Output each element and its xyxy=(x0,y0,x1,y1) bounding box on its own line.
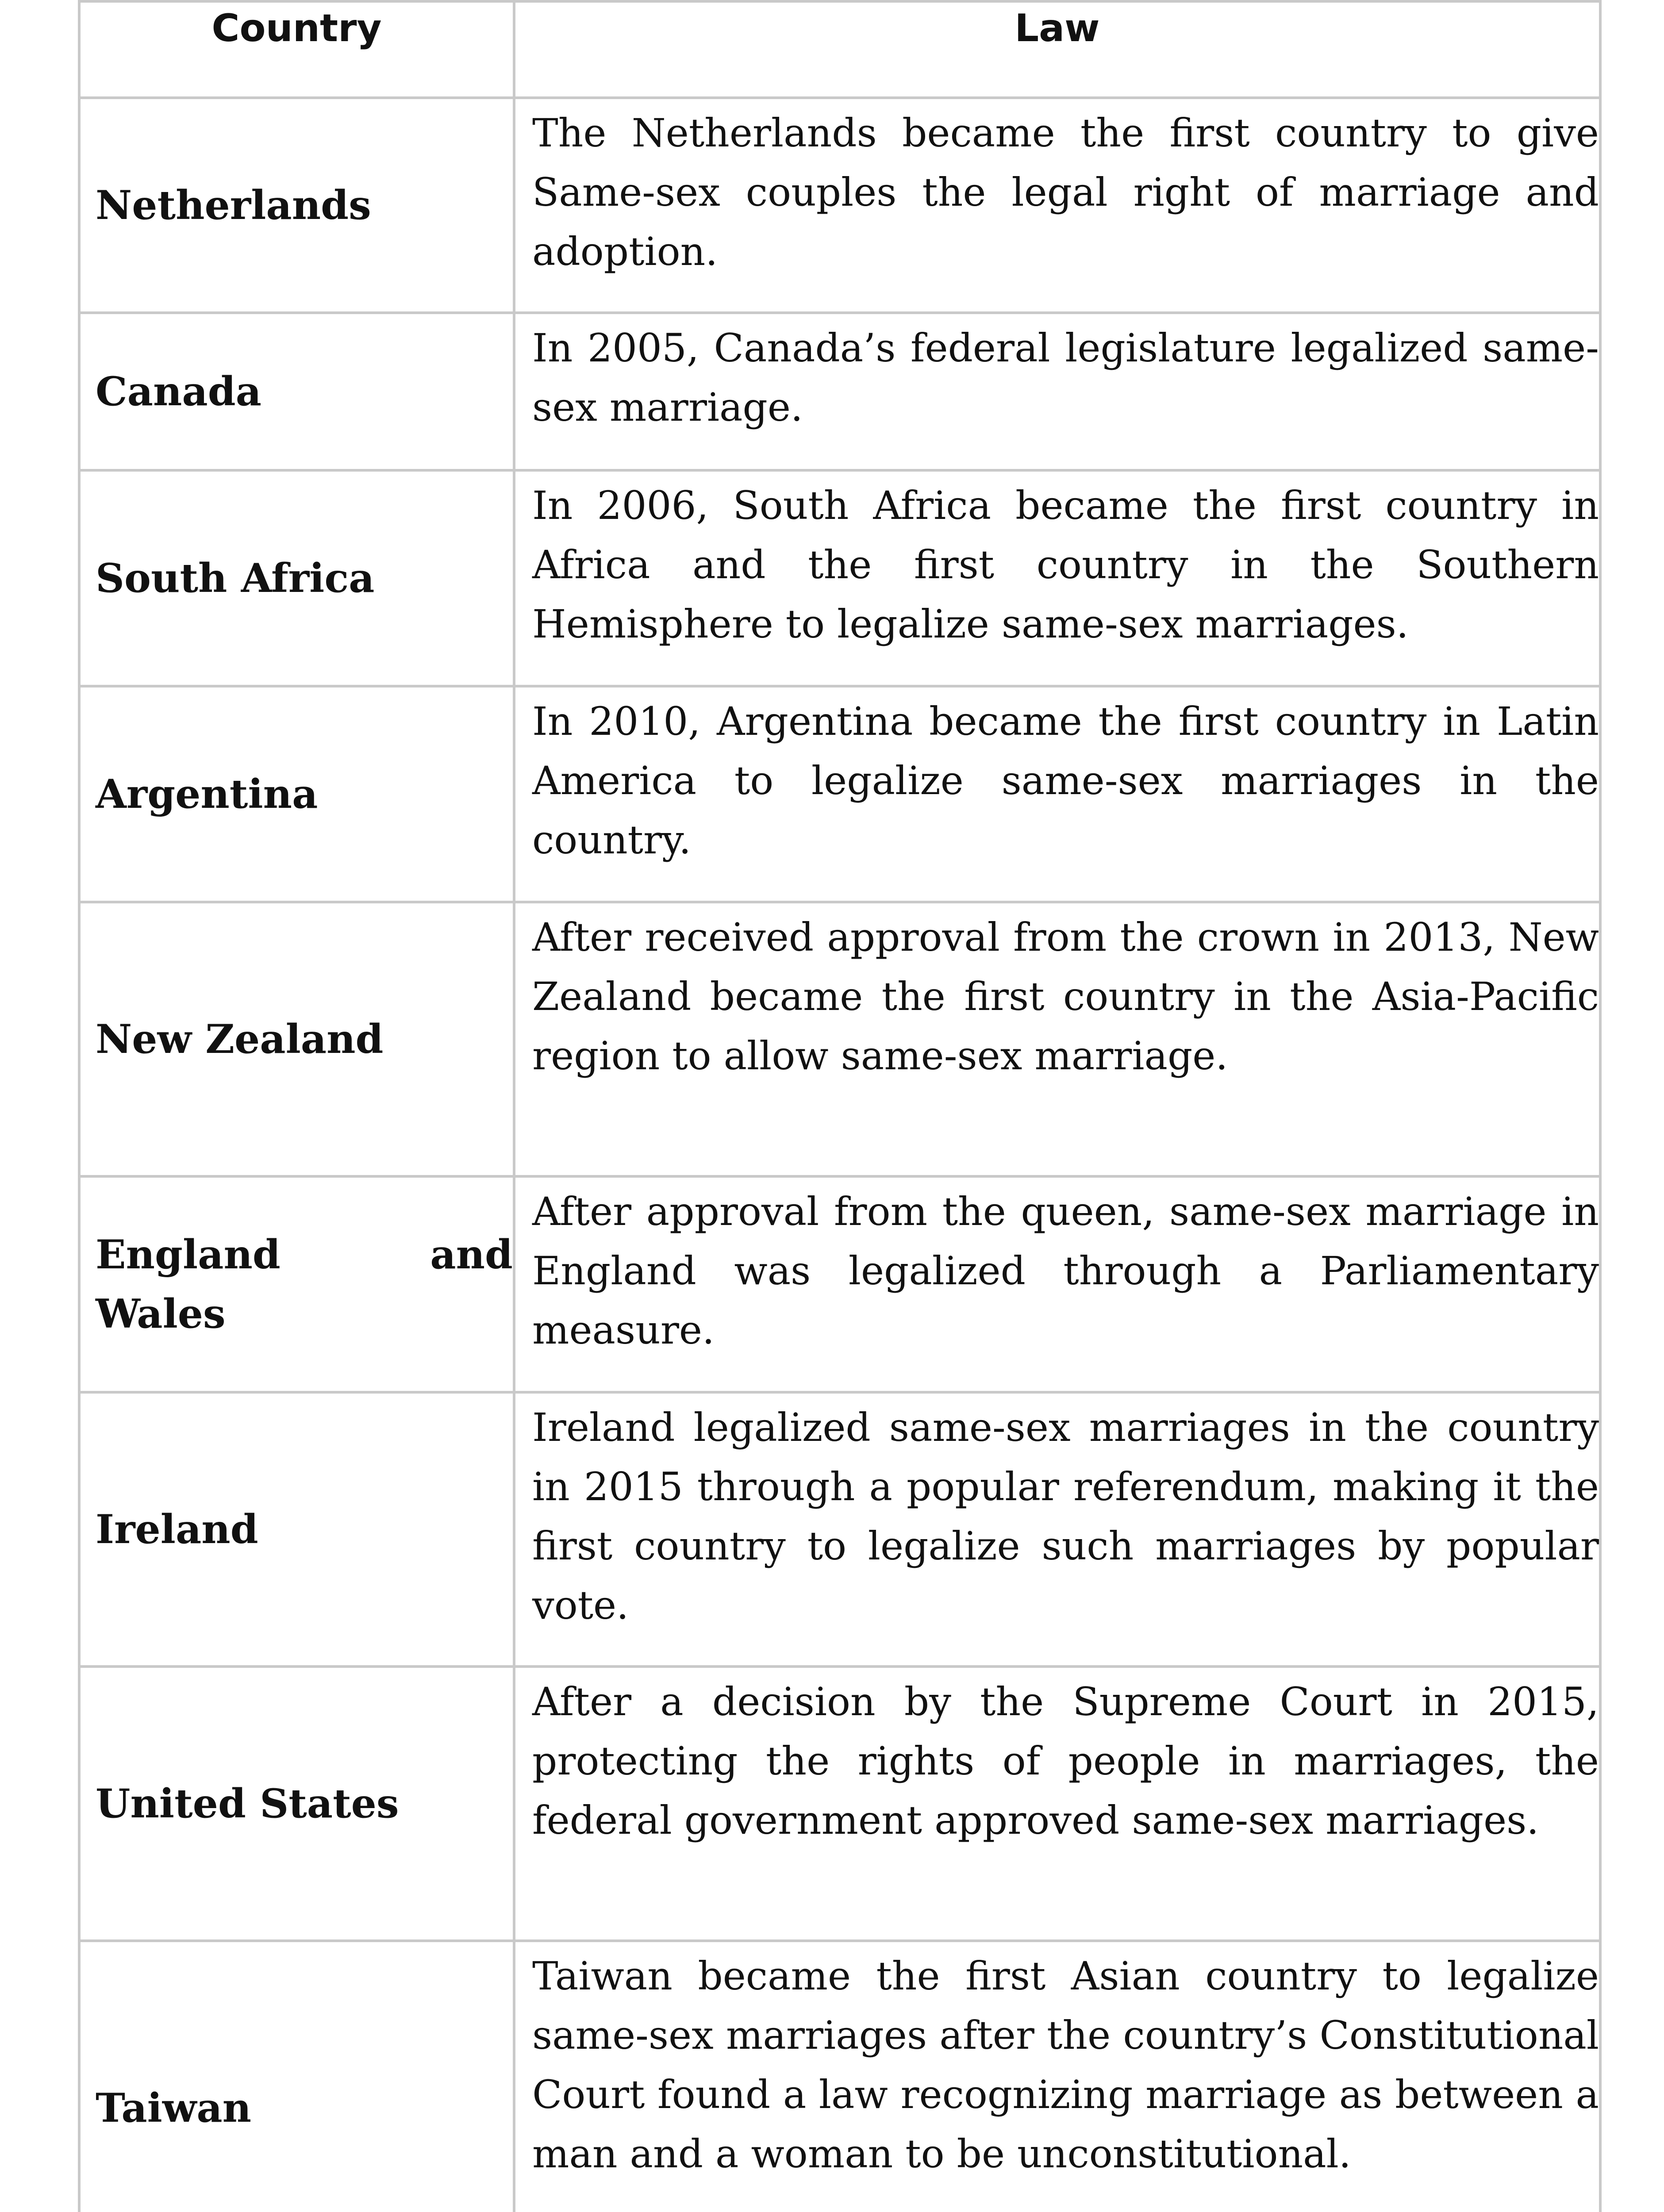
table-row xyxy=(79,1941,1600,2212)
country-cell: New Zealand xyxy=(79,902,514,1176)
table-row xyxy=(79,1176,1600,1392)
law-cell: In 2010, Argentina became the first country in Latin America to legalize same-sex marriages in the country. xyxy=(514,686,1600,902)
table-row xyxy=(79,1392,1600,1667)
table-header-row xyxy=(79,1,1600,98)
law-cell: Taiwan became the first Asian country to legalize same-sex marriages after the country’s Constitutional Court found a law recognizing marriage as between a man and a woman to be unconstitutional. xyxy=(514,1941,1600,2212)
table-row xyxy=(79,313,1600,470)
table-row xyxy=(79,1667,1600,1941)
same-sex-marriage-law-table xyxy=(78,0,1602,2212)
country-cell: Canada xyxy=(79,313,514,470)
law-cell: In 2005, Canada’s federal legislature legalized same-sex marriage. xyxy=(514,313,1600,470)
law-cell: After approval from the queen, same-sex marriage in England was legalized through a Parliamentary measure. xyxy=(514,1176,1600,1392)
law-cell: In 2006, South Africa became the first country in Africa and the first country in the Southern Hemisphere to legalize same-sex marriages. xyxy=(514,470,1600,686)
table-row xyxy=(79,470,1600,686)
country-cell: Netherlands xyxy=(79,98,514,313)
table-row xyxy=(79,98,1600,313)
law-cell: Ireland legalized same-sex marriages in the country in 2015 through a popular referendum, making it the first country to legalize such marriages by popular vote. xyxy=(514,1392,1600,1667)
country-cell: Argentina xyxy=(79,686,514,902)
column-header-law: Law xyxy=(514,1,1600,98)
law-cell: The Netherlands became the first country to give Same-sex couples the legal right of marriage and adoption. xyxy=(514,98,1600,313)
law-cell: After received approval from the crown in 2013, New Zealand became the first country in the Asia-Pacific region to allow same-sex marriage. xyxy=(514,902,1600,1176)
country-cell: South Africa xyxy=(79,470,514,686)
table-row xyxy=(79,902,1600,1176)
country-cell: Taiwan xyxy=(79,1941,514,2212)
column-header-country: Country xyxy=(79,1,514,98)
table-row xyxy=(79,686,1600,902)
law-cell: After a decision by the Supreme Court in 2015, protecting the rights of people in marriages, the federal government approved same-sex marriages. xyxy=(514,1667,1600,1941)
country-cell: Ireland xyxy=(79,1392,514,1667)
country-cell: United States xyxy=(79,1667,514,1941)
country-cell: England and Wales xyxy=(79,1176,514,1392)
